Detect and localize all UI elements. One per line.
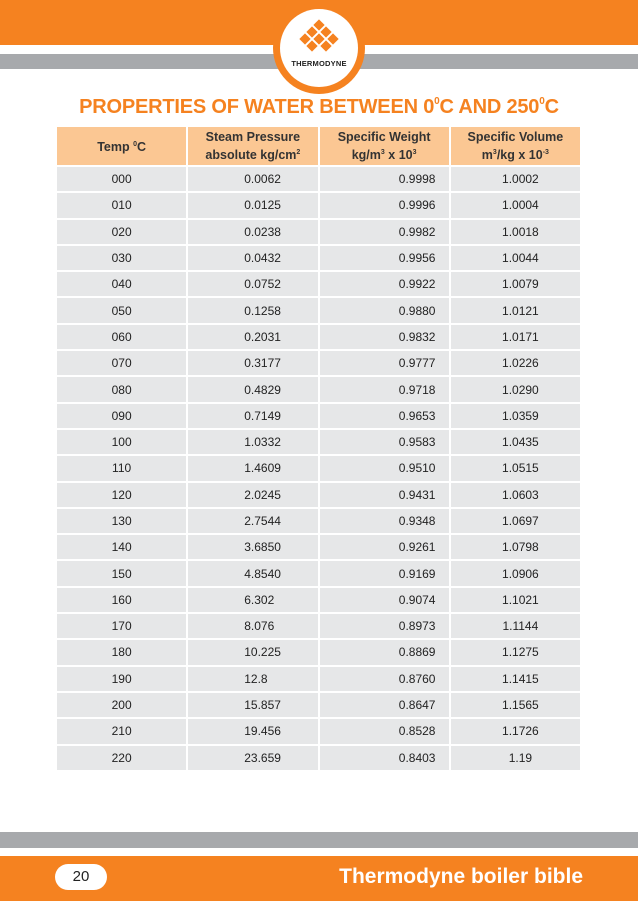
table-row — [57, 325, 580, 349]
temp-cell: 160 — [57, 588, 186, 612]
steam-pressure-cell: 0.2031 — [188, 325, 317, 349]
temp-cell: 220 — [57, 746, 186, 770]
specific-volume-cell: 1.1021 — [451, 588, 580, 612]
table-row — [57, 614, 580, 638]
temp-cell: 200 — [57, 693, 186, 717]
table-row — [57, 640, 580, 664]
specific-weight-cell: 0.8403 — [320, 746, 449, 770]
table-row — [57, 404, 580, 428]
diamond-logo-icon — [280, 9, 358, 87]
steam-pressure-cell: 0.0062 — [188, 167, 317, 191]
table-row — [57, 220, 580, 244]
table-row — [57, 588, 580, 612]
specific-volume-cell: 1.0359 — [451, 404, 580, 428]
steam-pressure-cell: 23.659 — [188, 746, 317, 770]
specific-volume-cell: 1.1726 — [451, 719, 580, 743]
temp-cell: 020 — [57, 220, 186, 244]
specific-weight-cell: 0.9169 — [320, 561, 449, 585]
steam-pressure-cell: 0.0752 — [188, 272, 317, 296]
specific-weight-cell: 0.9718 — [320, 377, 449, 401]
specific-weight-cell: 0.9998 — [320, 167, 449, 191]
steam-pressure-cell: 3.6850 — [188, 535, 317, 559]
specific-volume-cell: 1.0603 — [451, 483, 580, 507]
specific-weight-cell: 0.8973 — [320, 614, 449, 638]
steam-pressure-cell: 2.7544 — [188, 509, 317, 533]
table-row — [57, 246, 580, 270]
steam-pressure-cell: 0.4829 — [188, 377, 317, 401]
specific-volume-cell: 1.0697 — [451, 509, 580, 533]
steam-pressure-cell: 19.456 — [188, 719, 317, 743]
specific-weight-cell: 0.9510 — [320, 456, 449, 480]
steam-pressure-cell: 0.3177 — [188, 351, 317, 375]
header-specific-volume: Specific Volume $m^3/kg$ x $10^{-3}$ — [451, 127, 580, 165]
specific-weight-cell: 0.9996 — [320, 193, 449, 217]
temp-cell: 080 — [57, 377, 186, 401]
temp-cell: 040 — [57, 272, 186, 296]
specific-volume-cell: 1.0515 — [451, 456, 580, 480]
specific-weight-cell: 0.8647 — [320, 693, 449, 717]
temp-cell: 030 — [57, 246, 186, 270]
temp-cell: 060 — [57, 325, 186, 349]
specific-weight-cell: 0.9922 — [320, 272, 449, 296]
temp-cell: 010 — [57, 193, 186, 217]
steam-pressure-cell: 12.8 — [188, 667, 317, 691]
header-specific-weight: Specific Weight $kg/m^3$ x $10^3$ — [320, 127, 449, 165]
table-row — [57, 272, 580, 296]
table-row — [57, 483, 580, 507]
footer-title: Thermodyne boiler bible — [339, 865, 583, 888]
specific-volume-cell: 1.0121 — [451, 298, 580, 322]
temp-cell: 150 — [57, 561, 186, 585]
table-row — [57, 693, 580, 717]
temp-cell: 050 — [57, 298, 186, 322]
specific-weight-cell: 0.8869 — [320, 640, 449, 664]
temp-cell: 130 — [57, 509, 186, 533]
water-properties-table — [55, 125, 582, 772]
steam-pressure-cell: 0.0238 — [188, 220, 317, 244]
specific-volume-cell: 1.1565 — [451, 693, 580, 717]
specific-weight-cell: 0.9583 — [320, 430, 449, 454]
temp-cell: 100 — [57, 430, 186, 454]
specific-weight-cell: 0.9074 — [320, 588, 449, 612]
logo-badge — [280, 9, 358, 87]
specific-volume-cell: 1.0226 — [451, 351, 580, 375]
specific-volume-cell: 1.19 — [451, 746, 580, 770]
steam-pressure-cell: 0.7149 — [188, 404, 317, 428]
specific-weight-cell: 0.8760 — [320, 667, 449, 691]
steam-pressure-cell: 0.0432 — [188, 246, 317, 270]
table-header-row — [57, 127, 580, 165]
specific-volume-cell: 1.0435 — [451, 430, 580, 454]
temp-cell: 110 — [57, 456, 186, 480]
steam-pressure-cell: 0.0125 — [188, 193, 317, 217]
page-number: 20 — [55, 864, 107, 890]
specific-volume-cell: 1.0171 — [451, 325, 580, 349]
steam-pressure-cell: 10.225 — [188, 640, 317, 664]
table-row — [57, 377, 580, 401]
table-body — [57, 167, 580, 770]
temp-cell: 000 — [57, 167, 186, 191]
temp-cell: 210 — [57, 719, 186, 743]
steam-pressure-cell: 15.857 — [188, 693, 317, 717]
specific-volume-cell: 1.0004 — [451, 193, 580, 217]
temp-cell: 070 — [57, 351, 186, 375]
specific-weight-cell: 0.9653 — [320, 404, 449, 428]
steam-pressure-cell: 4.8540 — [188, 561, 317, 585]
steam-pressure-cell: 0.1258 — [188, 298, 317, 322]
specific-weight-cell: 0.9832 — [320, 325, 449, 349]
specific-volume-cell: 1.0018 — [451, 220, 580, 244]
steam-pressure-cell: 6.302 — [188, 588, 317, 612]
specific-weight-cell: 0.9777 — [320, 351, 449, 375]
steam-pressure-cell: 1.0332 — [188, 430, 317, 454]
specific-weight-cell: 0.9261 — [320, 535, 449, 559]
table-row — [57, 746, 580, 770]
specific-volume-cell: 1.1275 — [451, 640, 580, 664]
temp-cell: 120 — [57, 483, 186, 507]
specific-volume-cell: 1.0798 — [451, 535, 580, 559]
specific-weight-cell: 0.9982 — [320, 220, 449, 244]
specific-weight-cell: 0.9956 — [320, 246, 449, 270]
specific-weight-cell: 0.9348 — [320, 509, 449, 533]
table-row — [57, 351, 580, 375]
specific-volume-cell: 1.1415 — [451, 667, 580, 691]
steam-pressure-cell: 2.0245 — [188, 483, 317, 507]
temp-cell: 090 — [57, 404, 186, 428]
footer-gray-band — [0, 832, 638, 848]
header-temp: Temp $^0$C — [57, 127, 186, 165]
specific-volume-cell: 1.0079 — [451, 272, 580, 296]
specific-weight-cell: 0.9431 — [320, 483, 449, 507]
specific-volume-cell: 1.0906 — [451, 561, 580, 585]
table-row — [57, 298, 580, 322]
table-row — [57, 167, 580, 191]
specific-weight-cell: 0.8528 — [320, 719, 449, 743]
temp-cell: 140 — [57, 535, 186, 559]
steam-pressure-cell: 1.4609 — [188, 456, 317, 480]
steam-pressure-cell: 8.076 — [188, 614, 317, 638]
temp-cell: 190 — [57, 667, 186, 691]
table-row — [57, 456, 580, 480]
specific-volume-cell: 1.0002 — [451, 167, 580, 191]
table-row — [57, 509, 580, 533]
page-title: PROPERTIES OF WATER BETWEEN $0^0C$ AND $250^0C$ — [79, 96, 559, 118]
table-row — [57, 430, 580, 454]
brand-logo — [273, 2, 365, 94]
temp-cell: 180 — [57, 640, 186, 664]
logo-wordmark: THERMODYNE — [291, 59, 347, 68]
temp-cell: 170 — [57, 614, 186, 638]
table-row — [57, 719, 580, 743]
specific-weight-cell: 0.9880 — [320, 298, 449, 322]
table-row — [57, 667, 580, 691]
table-row — [57, 561, 580, 585]
specific-volume-cell: 1.1144 — [451, 614, 580, 638]
header-steam-pressure: Steam Pressure absolute $kg/cm^2$ — [188, 127, 317, 165]
specific-volume-cell: 1.0044 — [451, 246, 580, 270]
table-row — [57, 193, 580, 217]
table-row — [57, 535, 580, 559]
specific-volume-cell: 1.0290 — [451, 377, 580, 401]
